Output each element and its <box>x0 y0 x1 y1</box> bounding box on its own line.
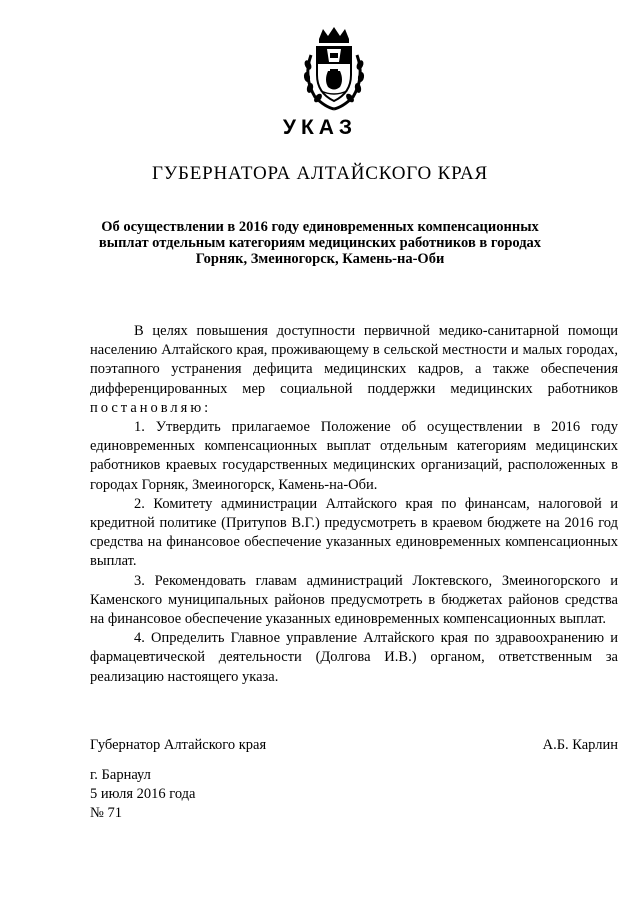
issue-city: г. Барнаул <box>90 767 151 783</box>
issue-date: 5 июля 2016 года <box>90 786 196 802</box>
preamble-text: В целях повышения доступности первичной медико-санитарной помощи населению Алтайского края, проживающему в сельской местности и малых городах, поэтапного устранения дефицита медицинских кадров, а также обеспечения дифференцированных мер социальной поддержки медицинских работников <box>90 323 618 397</box>
item-paragraph-2: 2. Комитету администрации Алтайского края по финансам, налоговой и кредитной политике (Притупов В.Г.) предусмотреть в краевом бюджете на 2016 год средства на финансовое обеспечение указанных единовременных компенсационных выплат. <box>90 495 618 570</box>
document-body <box>90 322 618 687</box>
preamble-paragraph <box>90 322 618 418</box>
document-footer <box>90 766 196 823</box>
signatory-name: А.Б. Карлин <box>542 737 618 753</box>
altai-krai-coat-of-arms-icon <box>297 25 371 113</box>
signatory-position: Губернатор Алтайского края <box>90 737 267 753</box>
item-paragraph-1: 1. Утвердить прилагаемое Положение об осуществлении в 2016 году единовременных компенсационных выплат отдельным категориям медицинских работников краевых государственных медицинских организаций, расположенных в городах Горняк, Змеиногорск, Камень-на-Оби. <box>90 419 618 493</box>
item-paragraph-3: 3. Рекомендовать главам администраций Локтевского, Змеиногорского и Каменского муниципальных районов предусмотреть в бюджетах районов средства на финансовое обеспечение указанных единовременных компенсационных выплат. <box>90 572 618 628</box>
document-title: Об осуществлении в 2016 году единовременных компенсационных выплат отдельным категориям медицинских работников в городах Горняк, Змеиногорск, Камень-на-Оби <box>98 219 542 267</box>
document-number: № 71 <box>90 805 122 821</box>
issuer-heading: ГУБЕРНАТОРА АЛТАЙСКОГО КРАЯ <box>151 163 489 184</box>
decree-word: постановляю: <box>90 399 212 416</box>
document-type-heading: УКАЗ <box>282 116 358 139</box>
item-paragraph-4: 4. Определить Главное управление Алтайского края по здравоохранению и фармацевтической деятельности (Долгова И.В.) органом, ответственным за реализацию настоящего указа. <box>90 630 618 685</box>
